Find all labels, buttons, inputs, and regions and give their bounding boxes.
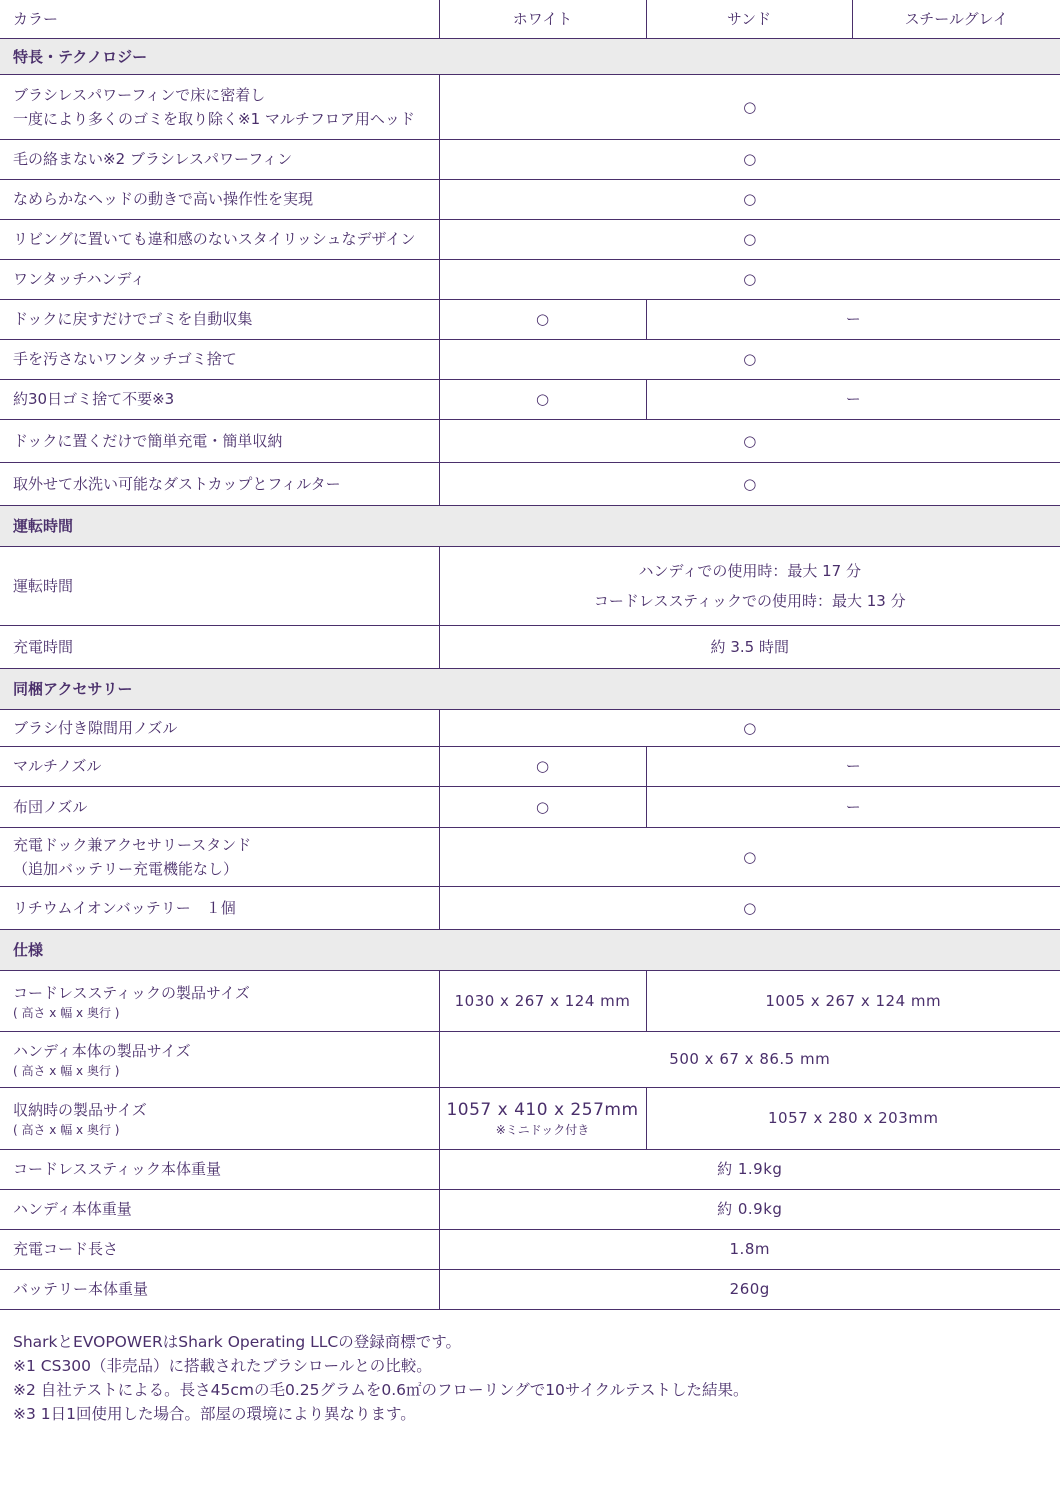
yes-mark: ○	[439, 419, 1060, 462]
footnotes	[13, 1330, 1043, 1426]
yes-mark: ○	[439, 709, 1060, 746]
handy-weight-value: 約 0.9kg	[439, 1189, 1060, 1229]
runtime-label: 運転時間	[0, 546, 439, 625]
battery-weight-value: 260g	[439, 1269, 1060, 1309]
color-label: カラー	[0, 0, 439, 38]
yes-mark: ○	[439, 462, 1060, 505]
yes-mark: ○	[439, 339, 1060, 379]
charge-time-label: 充電時間	[0, 625, 439, 668]
spec-label	[0, 970, 439, 1031]
mini-dock-note: ※ミニドック付き	[495, 1123, 590, 1137]
section-row	[0, 668, 1060, 709]
spec-label: バッテリー本体重量	[0, 1269, 439, 1309]
stick-size-other: 1005 x 267 x 124 mm	[646, 970, 1060, 1031]
table-row	[0, 1031, 1060, 1087]
table-row	[0, 219, 1060, 259]
storage-size-white	[439, 1087, 646, 1149]
spec-label: 充電コード長さ	[0, 1229, 439, 1269]
feature-label: なめらかなヘッドの動きで高い操作性を実現	[0, 179, 439, 219]
table-row	[0, 786, 1060, 827]
table-row	[0, 179, 1060, 219]
feature-label: リビングに置いても違和感のないスタイリッシュなデザイン	[0, 219, 439, 259]
spec-label-main: 収納時の製品サイズ	[13, 1101, 147, 1119]
cord-length-value: 1.8m	[439, 1229, 1060, 1269]
feature-label: ドックに置くだけで簡単充電・簡単収納	[0, 419, 439, 462]
no-mark: ー	[646, 299, 1060, 339]
runtime-stick: コードレススティックでの使用時：最大 13 分	[593, 591, 906, 610]
no-mark: ー	[646, 746, 1060, 786]
storage-size-other: 1057 x 280 x 203mm	[646, 1087, 1060, 1149]
no-mark: ー	[646, 786, 1060, 827]
table-row	[0, 139, 1060, 179]
dimension-note: ( 高さ x 幅 x 奥行 )	[13, 1123, 120, 1137]
table-row	[0, 886, 1060, 929]
footnote-3: ※3 1日1回使用した場合。部屋の環境により異なります。	[13, 1405, 416, 1423]
table-row	[0, 1229, 1060, 1269]
accessory-label-line: （追加バッテリー充電機能なし）	[13, 859, 239, 878]
handy-size-value: 500 x 67 x 86.5 mm	[439, 1031, 1060, 1087]
no-mark: ー	[646, 379, 1060, 419]
table-row	[0, 625, 1060, 668]
stick-weight-value: 約 1.9kg	[439, 1149, 1060, 1189]
yes-mark: ○	[439, 74, 1060, 139]
yes-mark: ○	[439, 886, 1060, 929]
stick-size-white: 1030 x 267 x 124 mm	[439, 970, 646, 1031]
accessory-label: マルチノズル	[0, 746, 439, 786]
yes-mark: ○	[439, 379, 646, 419]
trademark-note: SharkとEVOPOWERはShark Operating LLCの登録商標です。	[13, 1333, 461, 1351]
section-row	[0, 38, 1060, 74]
table-row	[0, 379, 1060, 419]
section-row	[0, 929, 1060, 970]
color-sand: サンド	[646, 0, 852, 38]
color-white: ホワイト	[439, 0, 646, 38]
spec-label	[0, 1087, 439, 1149]
spec-label: コードレススティック本体重量	[0, 1149, 439, 1189]
feature-label: 毛の絡まない※2 ブラシレスパワーフィン	[0, 139, 439, 179]
yes-mark: ○	[439, 179, 1060, 219]
footnote-2: ※2 自社テストによる。長さ45cmの毛0.25グラムを0.6㎡のフローリングで10サイクルテストした結果。	[13, 1381, 749, 1399]
table-row	[0, 827, 1060, 886]
runtime-value	[439, 546, 1060, 625]
dimension-note: ( 高さ x 幅 x 奥行 )	[13, 1064, 120, 1078]
feature-label-line: ブラシレスパワーフィンで床に密着し	[13, 85, 266, 104]
yes-mark: ○	[439, 786, 646, 827]
table-row	[0, 1149, 1060, 1189]
table-row	[0, 339, 1060, 379]
spec-label-main: コードレススティックの製品サイズ	[13, 983, 250, 1002]
section-row	[0, 505, 1060, 546]
table-row	[0, 259, 1060, 299]
feature-label: 取外せて水洗い可能なダストカップとフィルター	[0, 462, 439, 505]
table-row	[0, 74, 1060, 139]
feature-label-line: 一度により多くのゴミを取り除く※1 マルチフロア用ヘッド	[13, 109, 415, 128]
spec-label: ハンディ本体重量	[0, 1189, 439, 1229]
yes-mark: ○	[439, 299, 646, 339]
section-specs: 仕様	[0, 929, 1060, 970]
feature-label: ドックに戻すだけでゴミを自動収集	[0, 299, 439, 339]
feature-label: 手を汚さないワンタッチゴミ捨て	[0, 339, 439, 379]
runtime-handy: ハンディでの使用時：最大 17 分	[638, 561, 861, 580]
accessory-label: ブラシ付き隙間用ノズル	[0, 709, 439, 746]
spec-label-main: ハンディ本体の製品サイズ	[13, 1042, 191, 1060]
spec-label	[0, 1031, 439, 1087]
storage-size-white-value: 1057 x 410 x 257mm	[446, 1100, 639, 1120]
table-row	[0, 1087, 1060, 1149]
section-runtime: 運転時間	[0, 505, 1060, 546]
table-row	[0, 462, 1060, 505]
accessory-label	[0, 827, 439, 886]
section-accessories: 同梱アクセサリー	[0, 668, 1060, 709]
table-row	[0, 299, 1060, 339]
section-features: 特長・テクノロジー	[0, 38, 1060, 74]
yes-mark: ○	[439, 746, 646, 786]
feature-label	[0, 74, 439, 139]
accessory-label-line: 充電ドック兼アクセサリースタンド	[13, 835, 252, 854]
feature-label: ワンタッチハンディ	[0, 259, 439, 299]
charge-time-value: 約 3.5 時間	[439, 625, 1060, 668]
color-header-row	[0, 0, 1060, 38]
yes-mark: ○	[439, 259, 1060, 299]
table-row	[0, 1269, 1060, 1309]
table-row	[0, 546, 1060, 625]
yes-mark: ○	[439, 827, 1060, 886]
table-row	[0, 970, 1060, 1031]
yes-mark: ○	[439, 219, 1060, 259]
table-row	[0, 709, 1060, 746]
dimension-note: ( 高さ x 幅 x 奥行 )	[13, 1005, 120, 1020]
color-steel-gray: スチールグレイ	[852, 0, 1060, 38]
yes-mark: ○	[439, 139, 1060, 179]
feature-label: 約30日ゴミ捨て不要※3	[0, 379, 439, 419]
table-row	[0, 419, 1060, 462]
table-row	[0, 1189, 1060, 1229]
accessory-label: 布団ノズル	[0, 786, 439, 827]
footnote-1: ※1 CS300（非売品）に搭載されたブラシロールとの比較。	[13, 1357, 432, 1375]
accessory-label: リチウムイオンバッテリー １個	[0, 886, 439, 929]
table-row	[0, 746, 1060, 786]
